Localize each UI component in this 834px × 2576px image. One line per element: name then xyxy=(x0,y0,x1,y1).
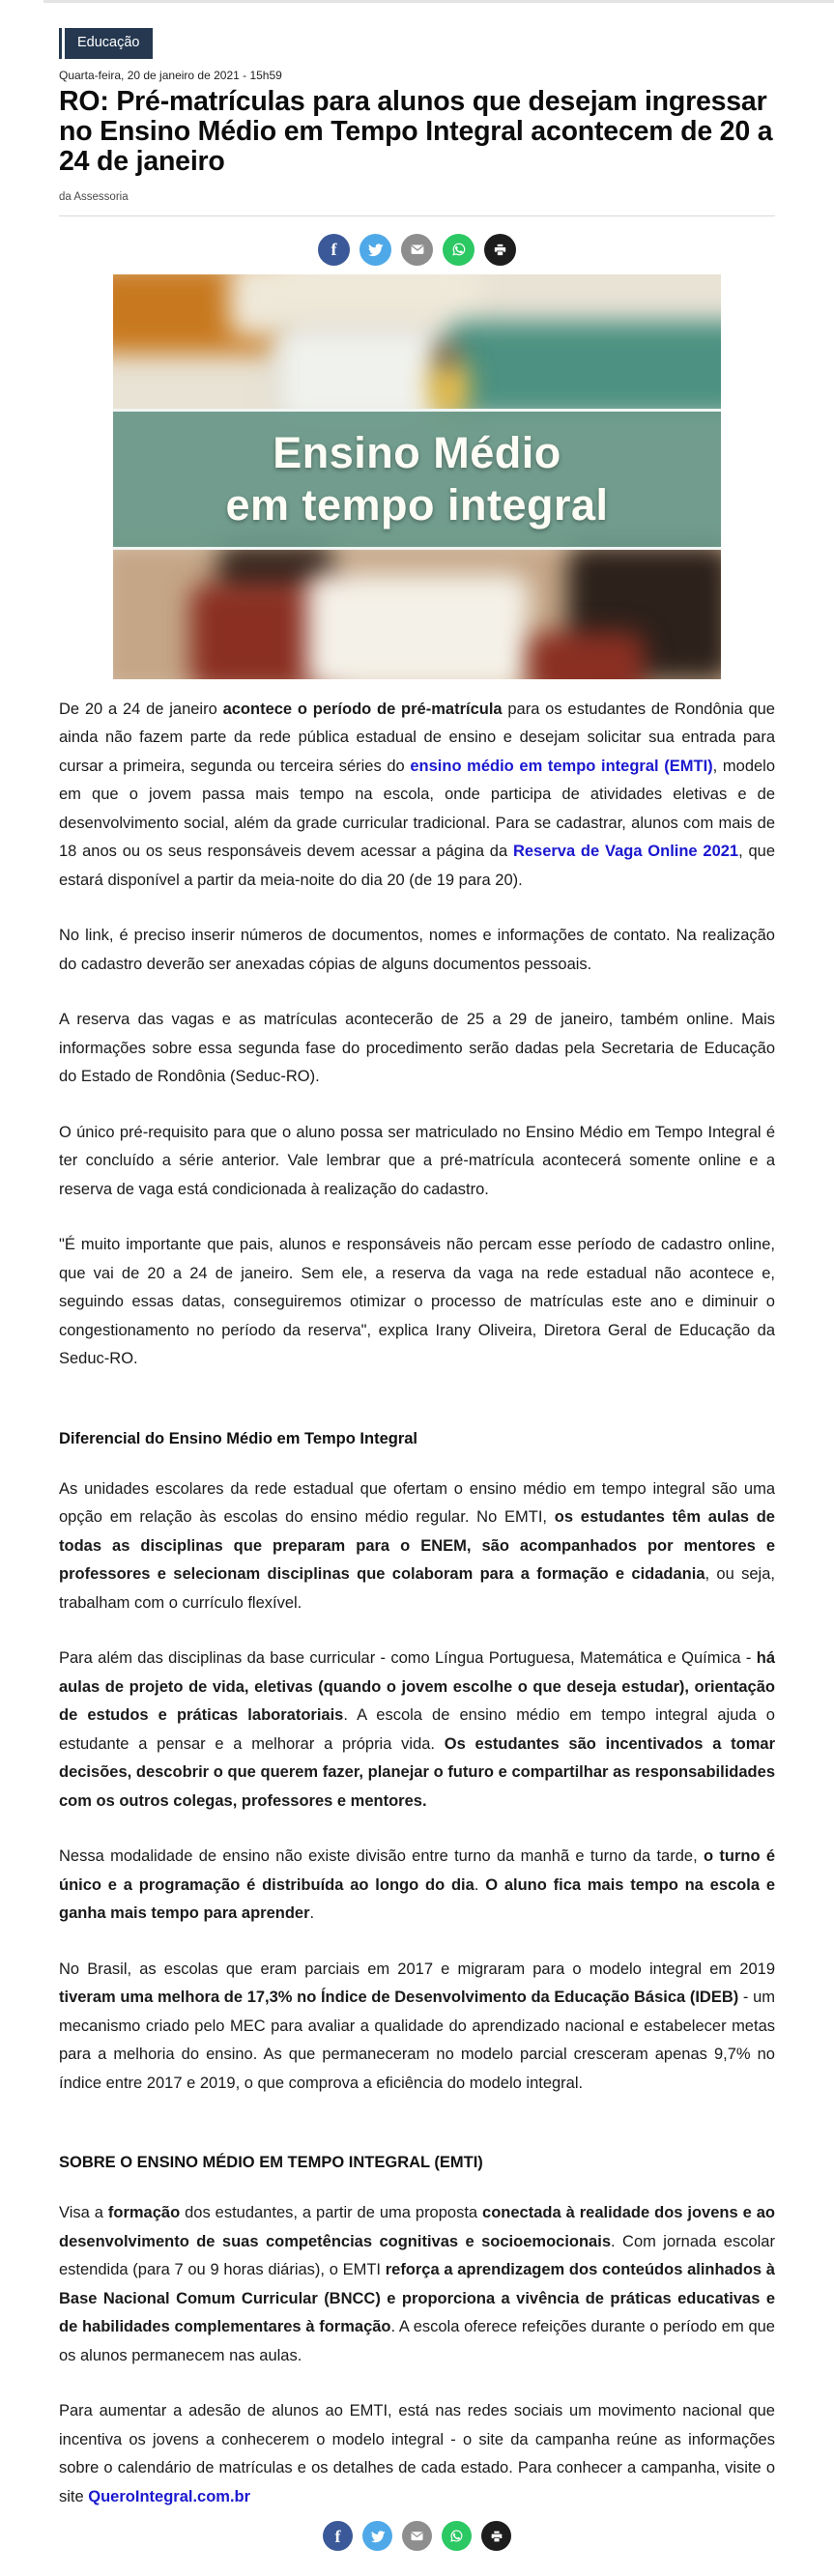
hero-caption-band xyxy=(113,409,721,550)
email-icon xyxy=(409,241,426,258)
share-twitter-button[interactable] xyxy=(362,2521,392,2551)
bold-text: formação xyxy=(107,2204,181,2222)
section-heading-sobre-emti: SOBRE O ENSINO MÉDIO EM TEMPO INTEGRAL (EMTI) xyxy=(59,2154,483,2172)
category-row xyxy=(59,28,775,59)
paragraph xyxy=(59,1475,775,1618)
bold-text: conectada à realidade dos jovens e ao desenvolvimento de suas competências cognitivas e socioemocionais xyxy=(59,2204,775,2250)
twitter-icon xyxy=(367,242,384,258)
twitter-icon xyxy=(370,2529,386,2544)
facebook-icon: f xyxy=(334,2526,341,2546)
header-bottom-border xyxy=(43,0,834,3)
page-title: RO: Pré-matrículas para alunos que desejam ingressar no Ensino Médio em Tempo Integral acontecem de 20 a 24 de janeiro xyxy=(59,85,773,177)
byline: da Assessoria xyxy=(59,190,129,203)
bold-text: reforça a aprendizagem dos conteúdos alinhados à Base Nacional Comum Curricular (BNCC) e proporciona a vivência de práticas educativas e de habilidades complementares à formação xyxy=(59,2261,775,2336)
bold-text: tiveram uma melhora de 17,3% no Índice de Desenvolvimento da Educação Básica (IDEB) xyxy=(59,1989,739,2007)
body-text: Visa a xyxy=(59,2204,108,2222)
bold-text: o turno é único e a programação é distribuída ao longo do dia xyxy=(59,1847,776,1894)
body-text: , modelo em que o jovem passa mais tempo na escola, onde participa de atividades eletivas e de desenvolvimento social, além da grade curricular tradicional. Para se cadastrar, alunos com mais de 18 anos ou os seus responsáveis devem acessar a página da xyxy=(59,757,776,861)
body-text: . xyxy=(309,1904,315,1923)
body-text: No Brasil, as escolas que eram parciais em 2017 e migraram para o modelo integral em 2019 xyxy=(59,1960,775,1978)
publish-date: Quarta-feira, 20 de janeiro de 2021 - 15h59 xyxy=(59,68,282,82)
share-email-button[interactable] xyxy=(402,2521,432,2551)
body-text: , que estará disponível a partir da meia-noite do dia 20 (de 19 para 20). xyxy=(59,843,776,889)
body-text: para os estudantes de Rondônia que ainda não fazem parte da rede pública estadual de ensino e desejam solicitar sua entrada para cursar a primeira, segunda ou terceira séries do xyxy=(59,700,775,775)
body-text: As unidades escolares da rede estadual que ofertam o ensino médio em tempo integral são uma opção em relação às escolas do ensino médio regular. No EMTI, xyxy=(59,1479,775,1527)
share-whatsapp-button[interactable] xyxy=(443,234,475,266)
bold-text: há aulas de projeto de vida, eletivas (quando o jovem escolhe o que deseja estudar), orientação de estudos e práticas laboratoriais xyxy=(59,1649,775,1725)
share-bar-bottom xyxy=(59,2521,775,2551)
article-body xyxy=(59,696,775,2512)
share-whatsapp-button[interactable] xyxy=(442,2521,472,2551)
bold-text: Os estudantes são incentivados a tomar decisões, descobrir o que querem fazer, planejar o futuro e compartilhar as responsabilidades com os outros colegas, professores e mentores. xyxy=(59,1734,775,1810)
whatsapp-icon xyxy=(450,241,468,258)
section-heading-diferencial: Diferencial do Ensino Médio em Tempo Integral xyxy=(59,1429,418,1447)
share-bar-top xyxy=(59,234,775,266)
body-text: No link, é preciso inserir números de documentos, nomes e informações de contato. Na realização do cadastro deverão ser anexadas cópias de alguns documentos pessoais. xyxy=(59,927,775,973)
divider xyxy=(59,215,775,216)
paragraph xyxy=(59,1843,775,1929)
inline-link[interactable]: QueroIntegral.com.br xyxy=(88,2487,251,2505)
bold-text: os estudantes têm aulas de todas as disciplinas que preparam para o ENEM, são acompanhados por mentores e professores e selecionam disciplinas que colaboram para a formação e cidadania xyxy=(59,1508,775,1584)
paragraph xyxy=(59,1006,775,1092)
inline-link[interactable]: ensino médio em tempo integral (EMTI) xyxy=(410,757,713,775)
email-icon xyxy=(409,2528,425,2544)
hero-teacher-head xyxy=(435,342,458,367)
bold-text: O aluno fica mais tempo na escola e ganha mais tempo para aprender xyxy=(59,1875,775,1923)
body-text: - um mecanismo criado pelo MEC para avaliar a qualidade do aprendizado nacional e estabelecer metas para a melhoria do ensino. As que permaneceram no modelo parcial cresceram apenas 9,7% no índice entre 2017 e 2019, o que comprova a eficiência do modelo integral. xyxy=(59,1989,775,2092)
paragraph xyxy=(59,1645,775,1816)
bold-text: acontece o período de pré-matrícula xyxy=(222,700,503,718)
body-text: . xyxy=(474,1875,486,1894)
body-text: O único pré-requisito para que o aluno possa ser matriculado no Ensino Médio em Tempo Integral é ter concluído a série anterior. Vale lembrar que a pré-matrícula acontecerá somente online e a reserva de vaga está condicionada à realização do cadastro. xyxy=(59,1123,775,1198)
share-twitter-button[interactable] xyxy=(359,234,391,266)
hero-caption-line2: em tempo integral xyxy=(225,479,609,530)
body-text: De 20 a 24 de janeiro xyxy=(59,700,223,718)
paragraph xyxy=(59,1956,775,2099)
body-text: A reserva das vagas e as matrículas acontecerão de 25 a 29 de janeiro, também online. Mais informações sobre essa segunda fase do procedimento serão dadas pela Secretaria de Educação do Estado de Rondônia (Seduc-RO). xyxy=(59,1011,775,1086)
body-text: . A escola oferece refeições durante o período em que os alunos permanecem nas aulas. xyxy=(59,2318,775,2364)
paragraph xyxy=(59,1231,775,1374)
share-facebook-button[interactable] xyxy=(323,2521,353,2551)
body-text: dos estudantes, a partir de uma proposta xyxy=(180,2204,483,2222)
share-print-button[interactable] xyxy=(481,2521,511,2551)
share-print-button[interactable] xyxy=(484,234,516,266)
hero-image xyxy=(113,274,721,679)
category-badge-educacao[interactable]: Educação xyxy=(65,28,153,59)
hero-student-right-shirt xyxy=(529,632,645,679)
print-icon xyxy=(492,242,508,258)
body-text: "É muito importante que pais, alunos e responsáveis não percam esse período de cadastro online, que vai de 20 a 24 de janeiro. Sem ele, a reserva da vaga na rede estadual não acontece e, seguindo essas datas, conseguiremos otimizar o processo de matrículas este ano e diminuir o congestionamento no período da reserva", explica Irany Oliveira, Diretora Geral de Educação da Seduc-RO. xyxy=(59,1236,775,1368)
print-icon xyxy=(489,2529,504,2544)
body-text: Para além das disciplinas da base curricular - como Língua Portuguesa, Matemática e Química - xyxy=(59,1649,757,1668)
body-text: , ou seja, trabalham com o currículo flexível. xyxy=(59,1565,775,1612)
body-text: Para aumentar a adesão de alunos ao EMTI, está nas redes sociais um movimento nacional que incentiva os jovens a conhecerem o modelo integral - o site da campanha reúne as informações sobre o calendário de matrículas e os detalhes de cada estado. Para conhecer a campanha, visite o site xyxy=(59,2402,775,2505)
inline-link[interactable]: Reserva de Vaga Online 2021 xyxy=(512,843,739,861)
paragraph xyxy=(59,2199,775,2370)
body-text: . A escola de ensino médio em tempo integral ajuda o estudante a pensar e a melhorar a própria vida. xyxy=(59,1706,775,1753)
body-text: . Com jornada escolar estendida (para 7 ou 9 horas diárias), o EMTI xyxy=(59,2232,775,2279)
paragraph xyxy=(59,922,775,979)
paragraph xyxy=(59,696,775,896)
hero-caption-line1: Ensino Médio xyxy=(273,427,561,477)
body-text: Nessa modalidade de ensino não existe divisão entre turno da manhã e turno da tarde, xyxy=(59,1847,704,1866)
hero-chalkboard xyxy=(446,321,721,417)
whatsapp-icon xyxy=(448,2528,465,2544)
facebook-icon: f xyxy=(331,240,337,260)
paragraph xyxy=(59,1119,775,1205)
share-email-button[interactable] xyxy=(401,234,433,266)
category-accent-bar xyxy=(59,28,62,59)
hero-paper-desk xyxy=(306,574,529,679)
paragraph xyxy=(59,2397,775,2511)
share-facebook-button[interactable] xyxy=(318,234,350,266)
